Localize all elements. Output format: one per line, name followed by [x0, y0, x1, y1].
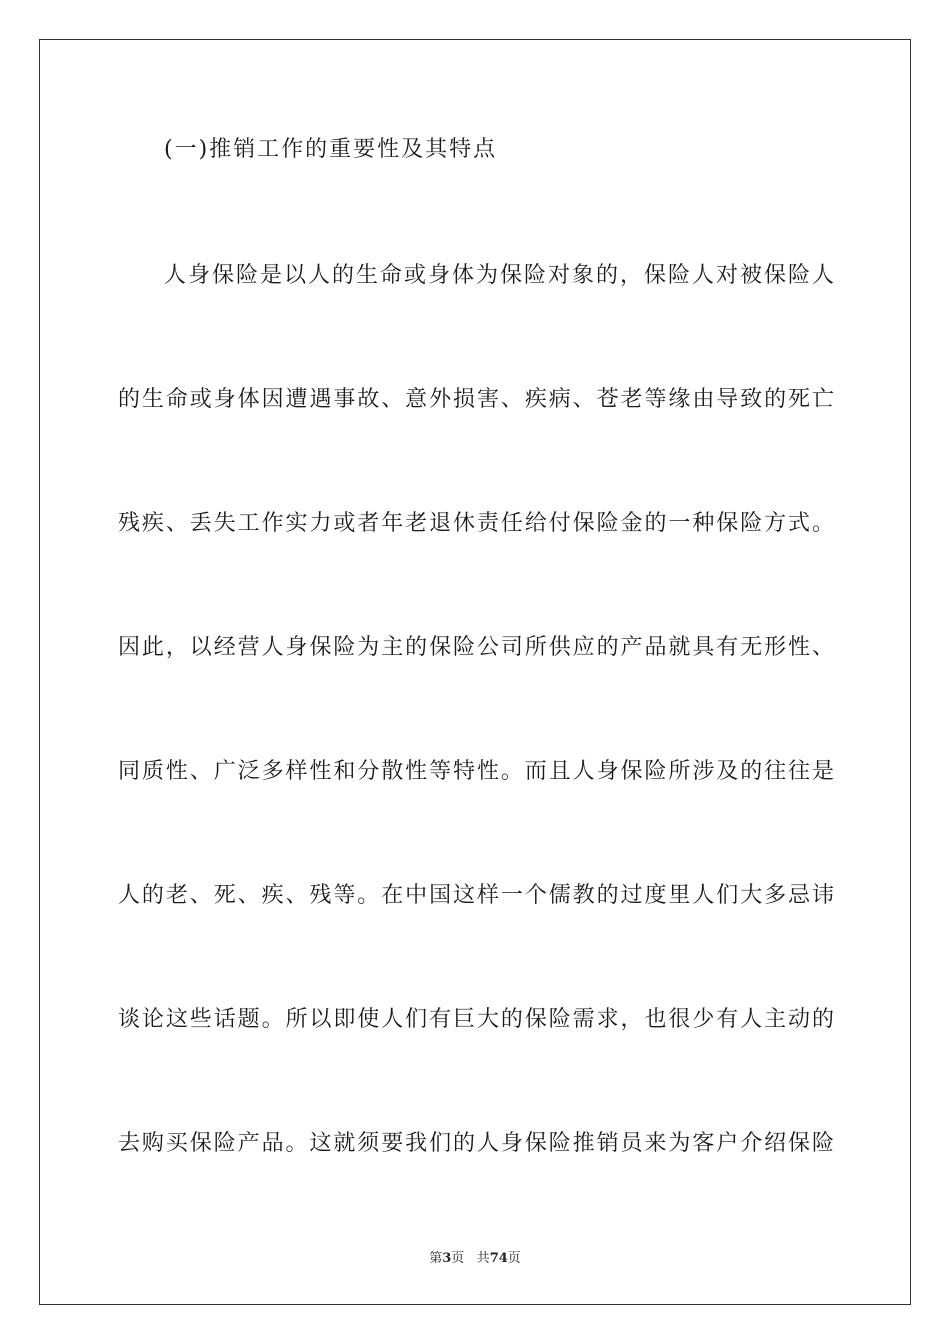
footer-total-prefix: 共	[476, 1251, 490, 1266]
body-line: 残疾、丢失工作实力或者年老退休责任给付保险金的一种保险方式。	[118, 511, 834, 536]
body-line: 因此，以经营人身保险为主的保险公司所供应的产品就具有无形性、	[118, 635, 834, 660]
body-line: 谈论这些话题。所以即使人们有巨大的保险需求，也很少有人主动的	[118, 1007, 834, 1032]
footer-page-suffix: 页	[451, 1251, 465, 1266]
page-footer	[0, 1247, 950, 1266]
footer-page-number: 3	[442, 1251, 452, 1266]
section-heading: (一)推销工作的重要性及其特点	[164, 137, 498, 162]
body-line: 人的老、死、疾、残等。在中国这样一个儒教的过度里人们大多忌讳	[118, 883, 834, 908]
footer-total-suffix: 页	[507, 1251, 521, 1266]
body-line: 去购买保险产品。这就须要我们的人身保险推销员来为客户介绍保险	[118, 1131, 834, 1156]
body-line: 同质性、广泛多样性和分散性等特性。而且人身保险所涉及的往往是	[118, 759, 834, 784]
footer-page-prefix: 第	[429, 1251, 443, 1266]
page-frame	[39, 39, 911, 1305]
body-line: 人身保险是以人的生命或身体为保险对象的，保险人对被保险人	[164, 263, 834, 288]
footer-total-pages: 74	[489, 1251, 508, 1266]
body-line: 的生命或身体因遭遇事故、意外损害、疾病、苍老等缘由导致的死亡	[118, 387, 834, 412]
